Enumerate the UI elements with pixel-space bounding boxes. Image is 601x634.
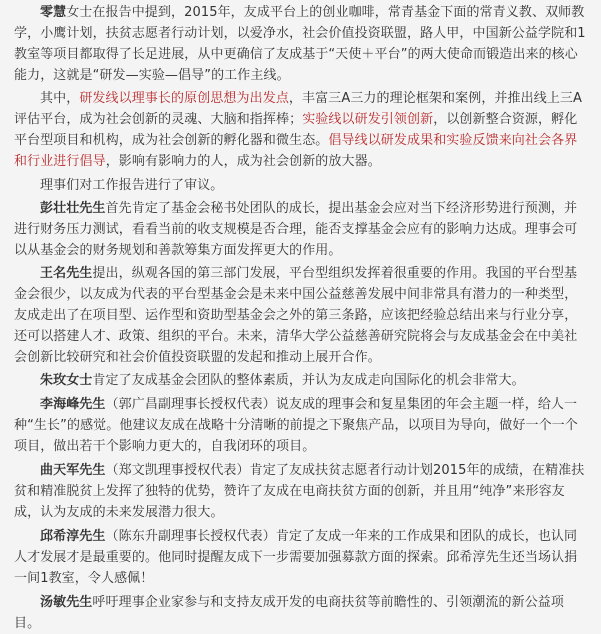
paragraph-report-summary xyxy=(14,2,586,86)
highlight-experiment-line: 实验线以研发引领创新 xyxy=(302,112,434,127)
paragraph-text: 其中， xyxy=(40,91,80,106)
paragraph-qiu xyxy=(14,526,586,589)
paragraph-text: ，以创新整合资源，孵化平台型项目和机构，成为社会创新的孵化器和微生态。 xyxy=(14,112,578,148)
highlight-research-line: 研发线以理事长的原创思想为出发点 xyxy=(79,91,289,106)
speaker-name: 曲天军先生 xyxy=(40,463,106,478)
speaker-name: 汤敏先生 xyxy=(40,595,93,610)
speaker-name: 零慧 xyxy=(40,5,67,20)
paragraph-text: 女士在报告中提到，2015年，友成平台上的创业咖啡，常青基金下面的常青义教、双师教学，小鹰计划，扶贫志愿者行动计划，以爱净水，社会价值投资联盟，路人甲，中国新公益学院和1教室等项目都取得了长足进展，从中更确信了友成基于“天使＋平台”的两大使命而锻造出来的核心能力，这就是“研发—实验—倡导”的工作主线。 xyxy=(14,5,586,83)
paragraph-text: 呼吁理事企业家参与和支持友成开发的电商扶贫等前瞻性的、引领潮流的新公益项目。 xyxy=(14,595,565,631)
paragraph-text: （郭广昌副理事长授权代表）说友成的理事会和复星集团的年会主题一样，给人一种“生长”的感觉。他建议友成在战略十分清晰的前提之下聚焦产品，以项目为导向，做好一个一个项目，做出若干个影响力更大的，自我闭环的项目。 xyxy=(14,397,578,454)
speaker-name: 王名先生 xyxy=(40,266,93,281)
paragraph-zhu xyxy=(14,370,586,391)
paragraph-work-lines xyxy=(14,88,586,172)
paragraph-text: 肯定了友成基金会团队的整体素质，并认为友成走向国际化的机会非常大。 xyxy=(92,373,525,388)
paragraph-wang xyxy=(14,263,586,368)
paragraph-text: （郑文凯理事授权代表）肯定了友成扶贫志愿者行动计划2015年的成绩，在精准扶贫和精准脱贫上发挥了独特的优势，赞许了友成在电商扶贫方面的创新，并且用“纯净”来形容友成，认为友成的未来发展潜力很大。 xyxy=(14,463,585,520)
paragraph-qu xyxy=(14,460,586,523)
paragraph-text: ，丰富三A三力的理论框架和案例，并推出线上三A评估平台，成为社会创新的灵魂、大脑和指挥棒； xyxy=(14,91,583,127)
highlight-advocacy-line: 倡导线以研发成果和实验反馈来向社会各界和行业进行倡导 xyxy=(14,133,578,169)
paragraph-text: 首先肯定了基金会秘书处团队的成长，提出基金会应对当下经济形势进行预测，并进行财务压力测试，看看当前的收支规模是否合理，能否支撑基金会应有的影响力达成。理事会可以从基金会的财务规划和善款筹集方面发挥更大的作用。 xyxy=(14,201,578,258)
speaker-name: 朱玫女士 xyxy=(40,373,93,388)
paragraph-text: （陈东升副理事长授权代表）肯定了友成一年来的工作成果和团队的成长，也认同人才发展才是最重要的。他同时提醒友成下一步需要加强募款方面的探索。邱希淳先生还当场认捐一间1教室，令人感佩！ xyxy=(14,529,578,586)
paragraph-text: 提出，纵观各国的第三部门发展，平台型组织发挥着很重要的作用。我国的平台型基金会很少，以友成为代表的平台型基金会是未来中国公益慈善发展中间非常具有潜力的一种类型，友成走出了在项目型、运作型和资助型基金会之外的第三条路，应该把经验总结出来与行业分享，还可以搭建人才、政策、组织的平台。未来，清华大学公益慈善研究院将会与友成基金会在中美社会创新比较研究和社会价值投资联盟的发起和推动上展开合作。 xyxy=(14,266,578,365)
paragraph-review xyxy=(14,175,586,196)
paragraph-text: 理事们对工作报告进行了审议。 xyxy=(40,178,224,193)
paragraph-li xyxy=(14,394,586,457)
speaker-name: 邱希淳先生 xyxy=(40,529,106,544)
paragraph-text: ，影响有影响力的人，成为社会创新的放大器。 xyxy=(105,154,381,169)
speaker-name: 李海峰先生 xyxy=(40,397,106,412)
paragraph-peng xyxy=(14,198,586,261)
speaker-name: 彭壮壮先生 xyxy=(40,201,106,216)
